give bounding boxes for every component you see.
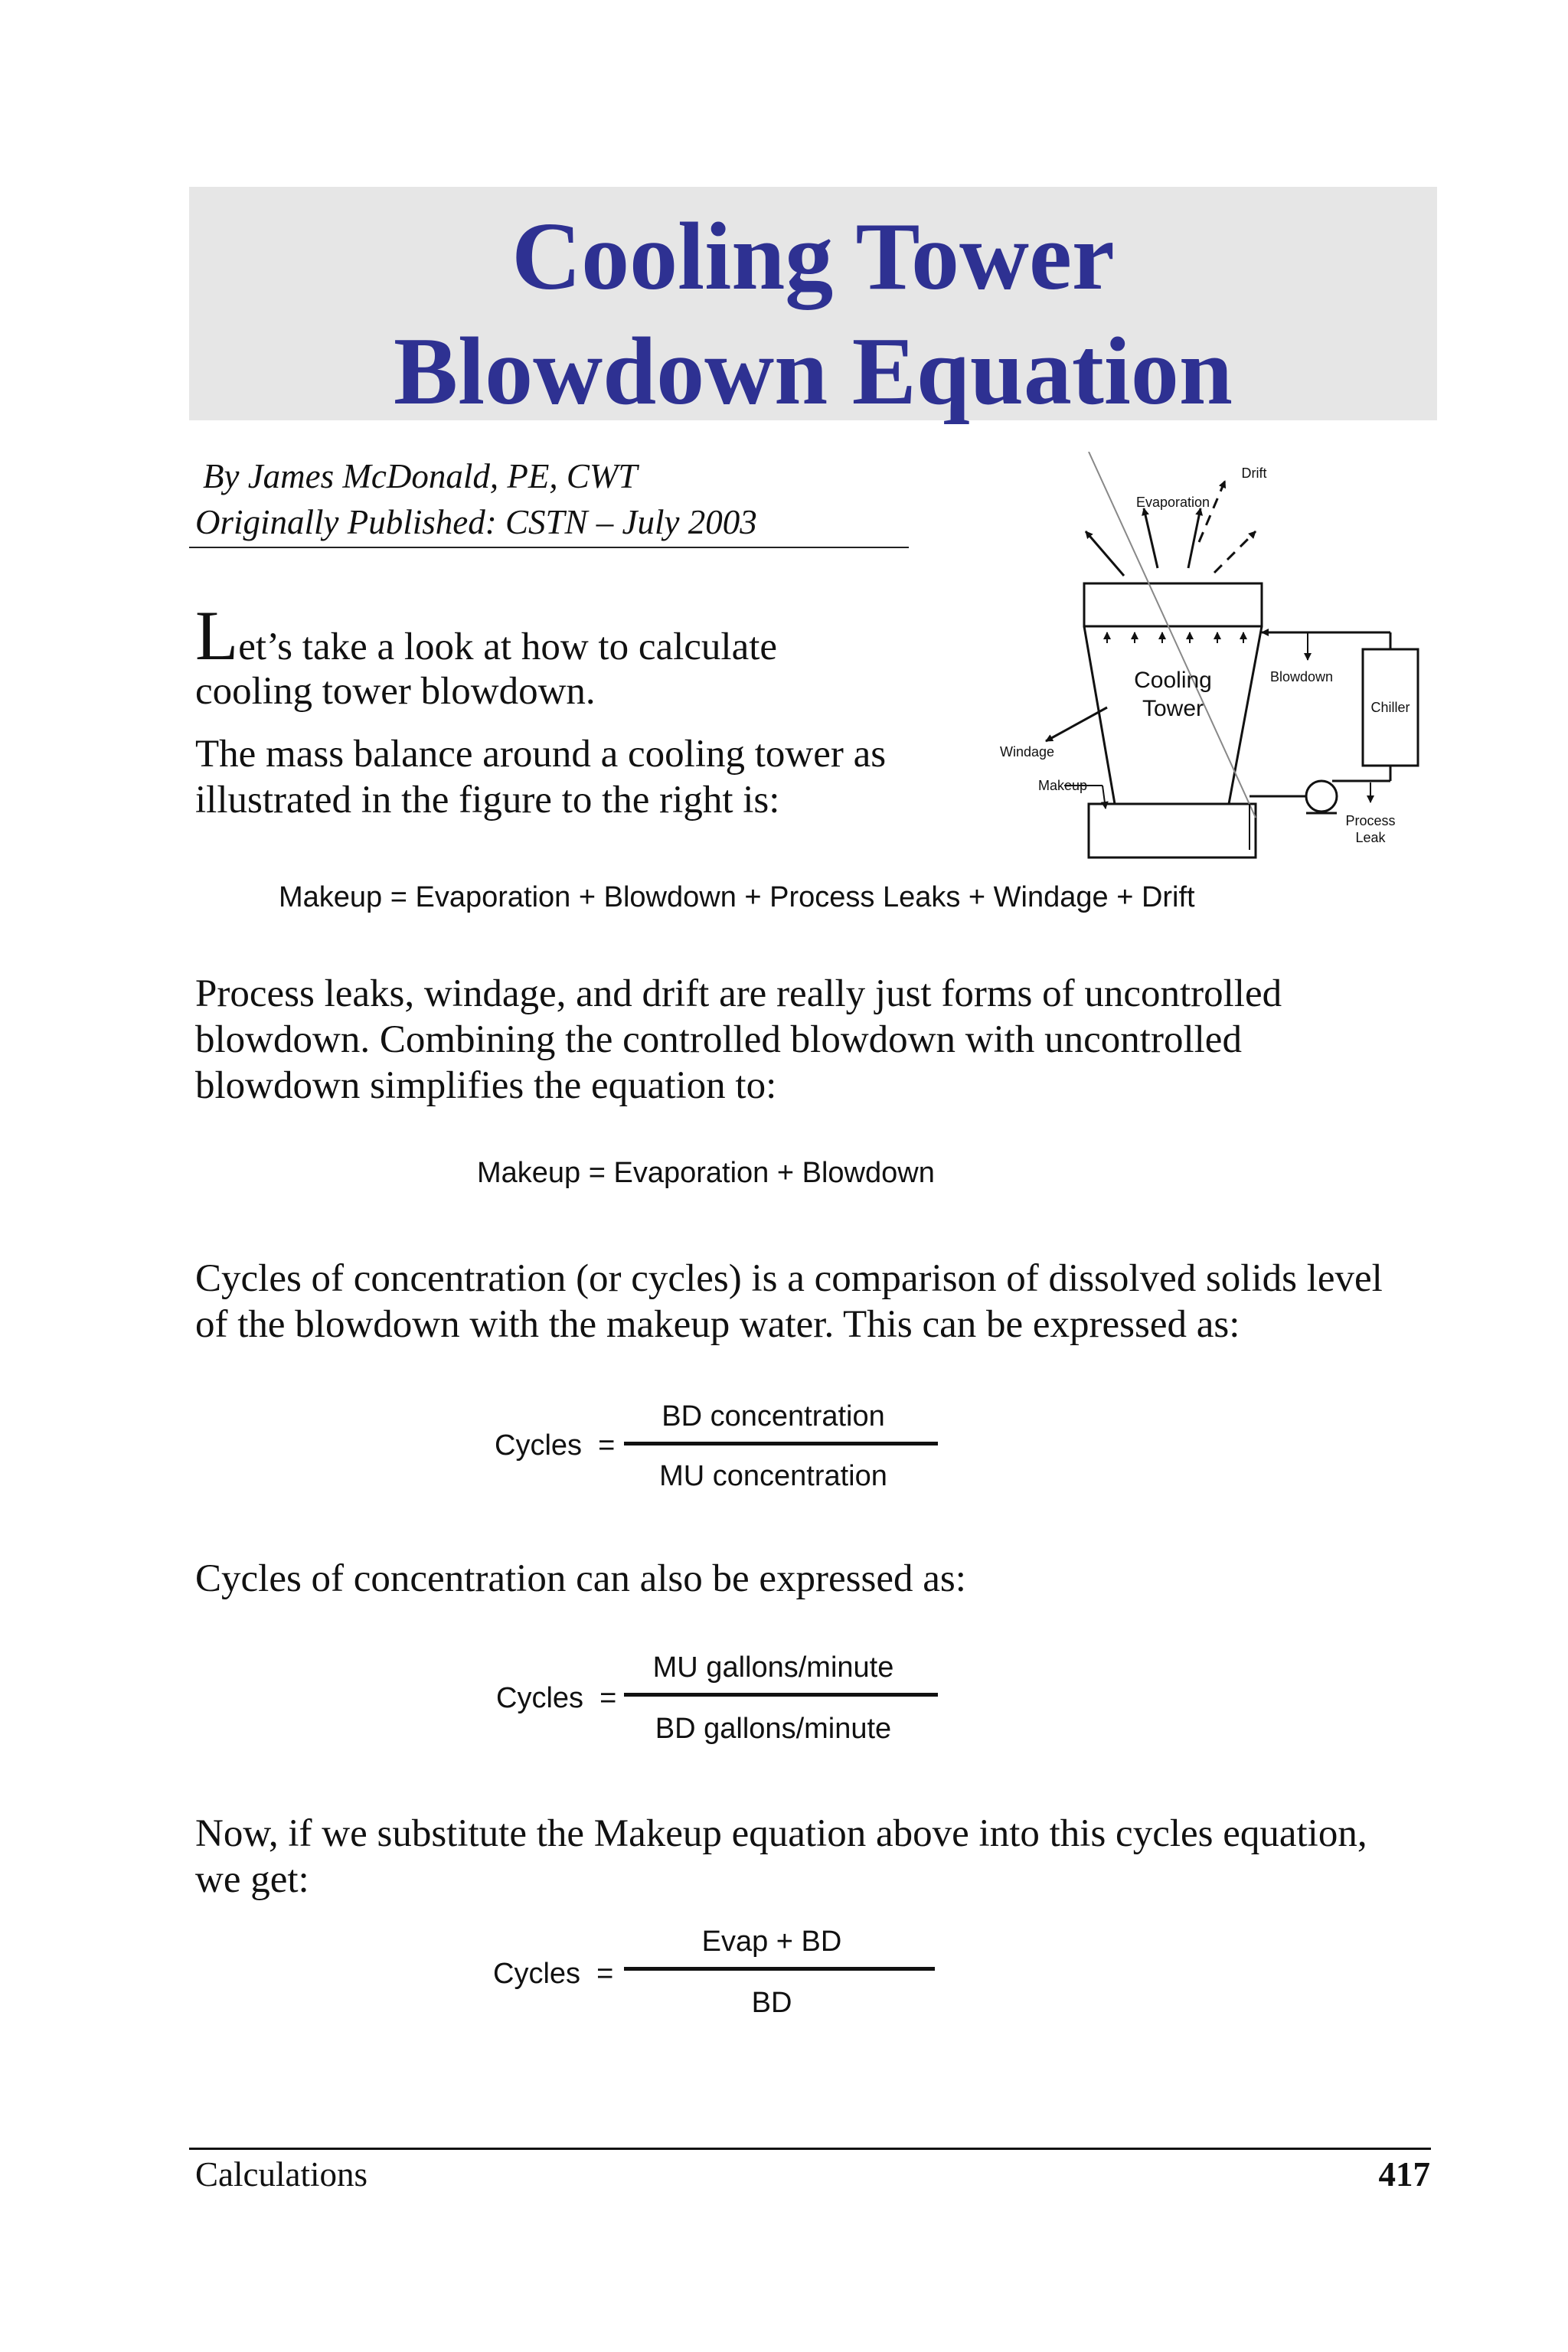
para4-line-1: Cycles of concentration can also be expressed as: bbox=[195, 1557, 966, 1600]
mass-balance-line-1: The mass balance around a cooling tower as bbox=[195, 733, 887, 776]
fraction-1-bar bbox=[624, 1442, 938, 1446]
tower-label: Tower bbox=[1142, 696, 1204, 721]
evaporation-arrows bbox=[1086, 508, 1200, 576]
drop-cap: L bbox=[195, 596, 239, 675]
equation-2 bbox=[477, 1156, 935, 1190]
fraction-3-lhs: Cycles = bbox=[493, 1958, 614, 1990]
fraction-3-bar bbox=[624, 1967, 935, 1971]
author-byline: By James McDonald, PE, CWT bbox=[203, 457, 638, 495]
cooling-tower-diagram bbox=[957, 452, 1439, 865]
drift-label: Drift bbox=[1241, 466, 1267, 481]
page-number: 417 bbox=[1378, 2155, 1430, 2194]
fraction-2-lhs: Cycles = bbox=[496, 1682, 617, 1714]
para2-line-3: blowdown simplifies the equation to: bbox=[195, 1064, 777, 1107]
fraction-2-denominator: BD gallons/minute bbox=[655, 1713, 892, 1745]
mass-balance-line-2: illustrated in the figure to the right is: bbox=[195, 779, 780, 822]
intro-line-2: cooling tower blowdown. bbox=[195, 670, 596, 713]
footer-divider bbox=[189, 2148, 1431, 2150]
title-banner bbox=[189, 187, 1437, 425]
equation-1 bbox=[279, 880, 1195, 914]
page-title-line-1: Cooling Tower bbox=[511, 204, 1115, 310]
equation-2-lhs: Makeup bbox=[477, 1157, 581, 1189]
para2-line-1: Process leaks, windage, and drift are really just forms of uncontrolled bbox=[195, 972, 1282, 1015]
leak-label: Leak bbox=[1355, 830, 1386, 845]
blowdown-label: Blowdown bbox=[1269, 669, 1334, 684]
fraction-1-denominator: MU concentration bbox=[659, 1460, 887, 1492]
page-title-line-2: Blowdown Equation bbox=[394, 318, 1233, 425]
tower-basin bbox=[1089, 804, 1256, 858]
equation-1-lhs: Makeup bbox=[279, 881, 383, 913]
fraction-2-numerator: MU gallons/minute bbox=[652, 1651, 894, 1684]
evaporation-label: Evaporation bbox=[1135, 495, 1210, 510]
para3-line-2: of the blowdown with the makeup water. This can be expressed as: bbox=[195, 1303, 1240, 1346]
fraction-1-numerator: BD concentration bbox=[662, 1400, 885, 1432]
equation-2-rhs: = Evaporation + Blowdown bbox=[588, 1157, 935, 1189]
fraction-3-numerator: Evap + BD bbox=[701, 1926, 842, 1958]
para2-line-2: blowdown. Combining the controlled blowdown with uncontrolled bbox=[195, 1018, 1242, 1061]
windage-arrow bbox=[1046, 707, 1107, 741]
fraction-1-lhs: Cycles = bbox=[495, 1429, 616, 1462]
windage-label: Windage bbox=[1000, 744, 1055, 760]
publication-info: Originally Published: CSTN – July 2003 bbox=[195, 503, 757, 541]
fraction-3-denominator: BD bbox=[751, 1987, 792, 2019]
fraction-2-bar bbox=[624, 1693, 938, 1697]
pump-icon bbox=[1306, 781, 1337, 812]
tower-fan-deck bbox=[1084, 583, 1262, 626]
footer-section: Calculations bbox=[195, 2155, 368, 2194]
makeup-label: Makeup bbox=[1038, 778, 1088, 793]
byline-divider bbox=[189, 547, 909, 548]
intro-line-1: Let’s take a look at how to calculate bbox=[195, 596, 778, 675]
para5-line-2: we get: bbox=[195, 1858, 309, 1901]
process-label: Process bbox=[1345, 813, 1396, 828]
chiller-label: Chiller bbox=[1370, 700, 1410, 715]
para3-line-1: Cycles of concentration (or cycles) is a comparison of dissolved solids level bbox=[195, 1257, 1383, 1300]
equation-1-rhs: = Evaporation + Blowdown + Process Leaks + Windage + Drift bbox=[390, 881, 1195, 913]
cooling-label: Cooling bbox=[1134, 668, 1212, 693]
para5-line-1: Now, if we substitute the Makeup equation above into this cycles equation, bbox=[195, 1812, 1367, 1855]
